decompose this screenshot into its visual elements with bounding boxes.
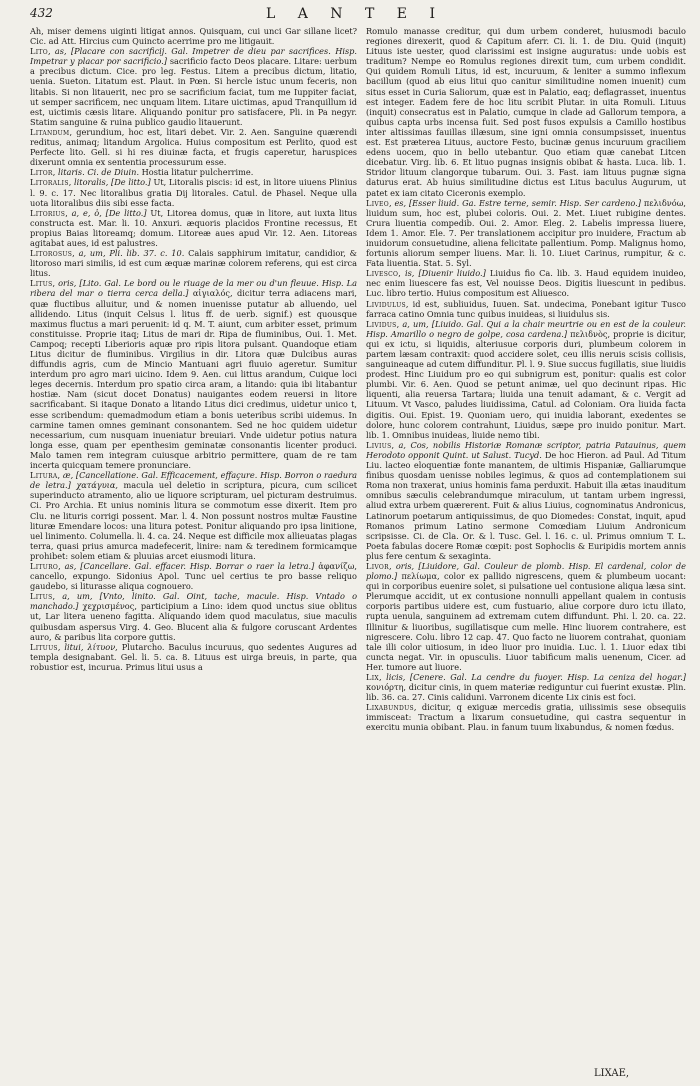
entry-gloss: litoralis, [De litto.] bbox=[74, 177, 151, 188]
entry-headword: Livius bbox=[366, 439, 392, 450]
entry-headword: Litorosus bbox=[30, 248, 73, 259]
entry-text: πελιδνὸς, proprie is dicitur, qui ex ictu, si liquidis, alteriusue corporis duri, plumbeum colorem in partem læsam contraxit: quod accidere solet, ceu illis neruis scisis collisis, sanguineaque ad cutem diffunditur. Pl. l. 9. Siue succus fugillatis, siue liuidis prodest. Hinc Liuidum pro eo qui subnigrum est, ponitur: qualis est color plumbi. Vir. 6. Aen. Quod se petunt animæ, uel quo decinunt ripas. Hic liquenti, alia reuersa Tartara; liuida una tenuit adamant, & c. Vergit ad Lituum. Vt Vasco, paludes liuidissima, Catul. ad Coloniam. Ora liuida facta digitis. Oui. Epist. 19. Quoniam uero, qui inuidia laborant, exedentes se dolore, hunc colorem contrahunt, Liuidus, sæpe pro inuido ponitur. Mart. lib. 1. Omnibus inuideas, liuide nemo tibi. bbox=[366, 328, 686, 440]
right-column bbox=[366, 26, 686, 1066]
entry-gloss: a, e, ὁ, [De litto.] bbox=[71, 207, 147, 218]
dictionary-entry: Litorosus, a, um, Pli. lib. 37. c. 10. Calais sapphirum imitatur, candidior, & litoroso mari similis, id est cum æquæ marinæ colorem referens, qui est circa litus. bbox=[30, 248, 357, 279]
entry-headword: Lixabundus bbox=[366, 702, 414, 713]
dictionary-entry: Livius, a, Cos, nobilis Historiæ Romanæ scriptor, patria Patauinus, quem Herodoto opponit Quint. ut Salust. Tucyd. De hoc Hieron. ad Paul. Ad Titum Liu. lacteo eloquentiæ fonte manantem, de ultimis Hispaniæ, Galliarumque finibus quosdam uenisse nobiles legimus, & quos ad contemplationem sui Roma non traxerat, unius hominis fama perduxit. Habuit illa ætas inauditum omnibus sæculis celebrandumque miraculum, ut tantam urbem ingressi, aliud extra urbem quærerent. Fuit & alius Liuius, cognominatus Andronicus, Latinorum poetarum antiquissimus, de quo Diomedes: Constat, inquit, apud Romanos primum Latino sermone Comœdiam Liuium Andronicum scripsisse. Ci. de Cla. Or. & l. Tusc. Gel. l. 16. c. ul. Primus omnium T. L. Poeta fabulas docere Romæ cœpit: post Sophoclis & Euripidis mortem annis plus fere centum & sexaginta. bbox=[366, 439, 686, 561]
entry-headword: Liveo bbox=[366, 197, 389, 208]
entry-gloss: litaris. Ci. de Diuin. bbox=[57, 167, 140, 178]
dictionary-entry: Lixabundus, dicitur, q exiguæ mercedis gratia, uilissimis sese obsequiis immisceat: Tractum a lixarum consuetudine, qui castra sequentur in exercitu munia obibant. Plau. in fanum tuum lixabundus, & nomen fœdus. bbox=[366, 702, 686, 733]
dictionary-entry: Lividulus, id est, subliuidus, Iuuen. Sat. undecima, Ponebant igitur Tusco farraca catino Omnia tunc quibus inuideas, si liuidulus sis. bbox=[366, 298, 686, 319]
dictionary-entry: Livor, oris, [Liuidore, Gal. Couleur de plomb. Hisp. El cardenal, color de plomo.] πελίωμα, color ex pallido nigrescens, quem & plumbeum uocant: qui in corporibus euenire solet, si pulsatione uel contusione aliqua læsa sint. Plerumque accidit, ut ex contusione nonnulli appellant qualem in contusis corporis partibus uidere est, cum fustuario, aliue corpore duro ictu illato, rupta uenula, sanguinem ad extremam cutem diffundunt. Phi. l. 20. ca. 22. Illinitur & liuoribus, sugillatisque cum melle. Hinc liuorem contrahere, est nigrescere. Colu. libro 12 cap. 47. Quo facto ne liuorem contrahat, quoniam tale illi color uitiosum, in ideo liuor pro inuidia. Luc. l. 1. Liuor edax tibi cuncta negat. Vir. in opusculis. Liuor tabificum malis uenenum, Cicer. ad Her. tumore aut liuore. bbox=[366, 560, 686, 672]
dictionary-entry: Litus, a, um, [Vnto, linito. Gal. Oint, tache, macule. Hisp. Vntado o manchado.] χεχρισμένος, participium a Lino: idem quod unctus siue oblitus ut, Lar litera ueneno fagitta. Aliquando idem quod maculatus, siue maculis quibusdam aspersus Virg. 4. Geo. Blucent alia & fulgore coruscant Ardentes auro, & paribus lita corpore guttis. bbox=[30, 591, 357, 642]
entry-headword: Litandum bbox=[30, 126, 70, 137]
dictionary-entry: Lix, licis, [Cenere. Gal. La cendre du fuoyer. Hisp. La ceniza del hogar.] κονιόρτη, dicitur cinis, in quem materiæ rediguntur cui fuerint exustæ. Plin. lib. 36. ca. 27. Cinis caliduni. Varronem dicente Lix cinis est foci. bbox=[366, 672, 686, 703]
entry-text: Calais sapphirum imitatur, candidior, & litoroso mari similis, id est cum æquæ marinæ colorem referens, qui est circa litus. bbox=[30, 248, 357, 279]
entry-gloss: as, [Cancellare. Gal. effacer. Hisp. Borrar o raer la letra.] bbox=[64, 560, 315, 571]
entry-headword: Lividulus bbox=[366, 298, 406, 309]
entry-gloss: oris, [Liuidore, Gal. Couleur de plomb. Hisp. El cardenal, color de plomo.] bbox=[366, 560, 686, 582]
entry-headword: Livor bbox=[366, 560, 389, 571]
dictionary-entry: Litandum, gerundium, hoc est, litari debet. Vir. 2. Aen. Sanguine quærendi reditus, animaq; litandum Argolica. Huius compositum est Perlito, quod est Perfecte lito. Gell. si hi res diuinæ facta, et frugis caperetur, haruspices dixerunt omnia ex sententia processurum esse. bbox=[30, 126, 357, 168]
entry-headword: Lividus bbox=[366, 318, 397, 329]
catchword: LIXAE, bbox=[594, 1068, 630, 1079]
dictionary-entry: Liveo, es, [Esser liuid. Ga. Estre terne, semir. Hisp. Ser cardeno.] πελιδνόω, liuidum sum, hoc est, plubei coloris. Oui. 2. Met. Liuet rubigine dentes. Crura liuentia compedib. Oui. 2. Amor. Eleg. 2. Labelis impressa liuere, Idem 1. Amor. Ele. 7. Per translationem accipitur pro inuidere, Fractum ab inuidorum consuetudine, aliena felicitate pallentium. Pomp. Malignus homo, fortunis aliorum semper liuens. Mar. li. 10. Liuet Carinus, rumpitur, & c. Fata liuentia. Stat. 5. Syl. bbox=[366, 197, 686, 269]
dictionary-entry: Livesco, is, [Diuenir liuido.] Liuidus fio Ca. lib. 3. Haud equidem inuideo, nec enim liuescere fas est, Vel nouisse Deos. Digitis liuescunt in pedibus. Luc. libro tertio. Huius compositum est Aliuesco. bbox=[366, 268, 686, 299]
entry-headword: Lituro bbox=[30, 560, 59, 571]
entry-gloss: æ, [Cancellatione. Gal. Efficacement, effaçure. Hisp. Borron o raedura de letra.] χατάγυια, bbox=[30, 470, 357, 491]
entry-text: sacrificio facto Deos placare. Litare: uerbum a precibus dictum. Cice. pro leg. Festus. Litem a precibus dictum, litatio, uenia. Sueton. Litatum est. Plaut. in Pœn. Si hercle istuc unum feceris, non litabis. Si non litauerit, nec pro se sacrificium faciat, tum me Iuppiter faciat, ut semper sacrificem, nec unquam litem. Litare uictimas, apud Tranquillum id est, uictimis cæsis litare. Aliquando ponitur pro satisfacere, Pli. in Pa negyr. Statim sanguine & ruina publico gaudio litauerunt. bbox=[30, 56, 357, 127]
dictionary-entry: Lituro, as, [Cancellare. Gal. effacer. Hisp. Borrar o raer la letra.] ἀφανίζω, cancello, expungo. Sidonius Apol. Tunc uel certius te pro basse reliquo gaudebo, si liturasse aliqua cognouero. bbox=[30, 560, 357, 592]
entry-gloss: a, um, [Vnto, linito. Gal. Oint, tache, macule. Hisp. Vntado o manchado.] bbox=[30, 591, 357, 612]
entry-text: Romulo manasse creditur, qui dum urbem conderet, huiusmodi baculo regiones direxerit, quod & Capitum aferr. Ci. li. 1. de Diu. Quid (inquit) Lituus iste uester, quod clarissimi est insigne auguratus: unde uobis est traditum? Nempe eo Romulus regiones direxit tum, cum urbem condidit. Qui quidem Romuli Litus, id est, incuruum, & leniter a summo inflexum bacillum (quod ab eius litui quo canitur similitudine nomen inuenit) cum situs esset in Curia Saliorum, quæ est in Palatio, eaq; deflagrasset, inuentus est integer. Eadem fere de hoc litu scribit Plutar. in uita Romuli. Lituus (inquit) consecratus est in Palatio, cumque in clade ad Gallorum tempora, a quibus capta urbs incensa fuit. Sed post fusos expulsis a Camillo hostibus inter altissimas fauillas illæsum, sine igni omnia consumpsisset, inuentus est. Est præterea Lituus, auctore Festo, bucinæ genus incuruum graciliem edens uocem, quo in bello utebantur. Quo etiam quæ canebat Litcen dicebatur. Virg. lib. 6. Et lituo pugnas insignis obibat & hasta. Luca. lib. 1. Stridor lituum clangorque tubarum. Oui. 3. Fast. iam lituus pugnæ signa daturus erat. Ab huius similitudine dictus est Litus baculus Augurum, ut patet ex iam citato Ciceronis exemplo. bbox=[366, 26, 686, 198]
entry-text: Hostia litatur pulcherrime. bbox=[141, 167, 254, 178]
dictionary-entry: Litorius, a, e, ὁ, [De litto.] Ut, Litorea domus, quæ in litore, aut iuxta litus constructa est. Mar. li. 10. Anxuri. æquoris placidos Frontine recessus, Et propius Baias litoreamq; domum. Litoreæ aues apud Vir. 12. Aen. Litoreas agitabat aues, id est palustres. bbox=[30, 207, 357, 248]
entry-text: id est, subliuidus, Iuuen. Sat. undecima, Ponebant igitur Tusco farraca catino Omnia tunc quibus inuideas, si liuidulus sis. bbox=[366, 298, 686, 319]
entry-gloss: as, [Placare con sacrificij. Gal. Impetrer de dieu par sacrifices. Hisp. Impetrar y placar por sacrificio.] bbox=[30, 46, 357, 67]
entry-text: Liuidus fio Ca. lib. 3. Haud equidem inuideo, nec enim liuescere fas est, Vel nouisse Deos. Digitis liuescunt in pedibus. Luc. libro tertio. Huius compositum est Aliuesco. bbox=[366, 268, 686, 299]
entry-text: De hoc Hieron. ad Paul. Ad Titum Liu. lacteo eloquentiæ fonte manantem, de ultimis Hispaniæ, Galliarumque finibus quosdam uenisse nobiles legimus, & quos ad contemplationem sui Roma non traxerat, unius hominis fama perduxit. Habuit illa ætas inauditum omnibus sæculis celebrandumque miraculum, ut tantam urbem ingressi, aliud extra urbem quærerent. Fuit & alius Liuius, cognominatus Andronicus, Latinorum poetarum antiquissimus, de quo Diomedes: Constat, inquit, apud Romanos primum Latino sermone Comœdiam Liuium Andronicum scripsisse. Ci. de Cla. Or. & l. Tusc. Gel. l. 16. c. ul. Primus omnium T. L. Poeta fabulas docere Romæ cœpit: post Sophoclis & Euripidis mortem annis plus fere centum & sexaginta. bbox=[366, 449, 686, 561]
entry-headword: Litus bbox=[30, 278, 53, 289]
entry-gloss: a, Cos, nobilis Historiæ Romanæ scriptor, patria Patauinus, quem Herodoto opponit Quint. ut Salust. Tucyd. bbox=[366, 439, 686, 460]
entry-text: πελιδνόω, liuidum sum, hoc est, plubei coloris. Oui. 2. Met. Liuet rubigine dentes. Crura liuentia compedib. Oui. 2. Amor. Eleg. 2. Labelis impressa liuere, Idem 1. Amor. Ele. 7. Per translationem accipitur pro inuidere, Fractum ab inuidorum consuetudine, aliena felicitate pallentium. Pomp. Malignus homo, fortunis aliorum semper liuens. Mar. li. 10. Liuet Carinus, rumpitur, & c. Fata liuentia. Stat. 5. Syl. bbox=[366, 197, 686, 269]
entry-text: χεχρισμένος, participium a Lino: idem quod unctus siue oblitus ut, Lar litera ueneno fagitta. Aliquando idem quod maculatus, siue maculis quibusdam aspersus Virg. 4. Geo. Blucent alia & fulgore coruscant Ardentes auro, & paribus lita corpore guttis. bbox=[30, 601, 357, 642]
entry-headword: Lix bbox=[366, 672, 379, 682]
entry-gloss: a, um, [Liuido. Gal. Qui a la chair meurtrie ou en est de la couleur. Hisp. Amarillo o negro de golpe, cosa cardena.] bbox=[366, 318, 686, 339]
entry-gloss: is, [Diuenir liuido.] bbox=[404, 268, 486, 279]
entry-gloss: oris, [Lito. Gal. Le bord ou le riuage de la mer ou d'un fleuue. Hisp. La ribera del mar o tierra cerca della.] bbox=[30, 278, 357, 299]
entry-gloss: a, um, Pli. lib. 37. c. 10. bbox=[78, 248, 185, 259]
entry-text: αἰγιαλός, dicitur terra adiacens mari, quæ fluctibus alluitur, und & nomen inuenisse putatur ab alluendo, uel allidendo. Litus (inquit Celsus l. litus ff. de uerb. signif.) est quousque maximus fluctus a mari peruenit: id q. M. T. aiunt, cum arbiter esset, primum constituisse. Proprie itaq; Litus de mari dr. Ripa de fluminibus, Oui. 1. Met. Campoq; recepti Liberioris aquæ pro ripis litora pulsant. Quandoque etiam Litus dicitur de fluminibus. Virgilius in dir. Litora quæ Dulcibus auras diffundis agris, cum de Mincio Mantuani agri fluuio ageretur. Sumitur interdum pro agro mari uicino. Idem 9. Aen. cui littus arandum, Cuique loci leges decernis. Interdum pro spatio circa aram, a litando: quia ibi litabantur hostiæ. Nam (sicut docet Donatus) nauigantes eodem reuersi in litore sacrificabant. Si itaque Donato a litando Litus dici credimus, uidetur unico t, esse scribendum: quemadmodum etiam a bonis ueteribus scribi uidemus. In carmine tamen omnes geminant consonantem. Sed ne hoc quidem uidetur necessarium, cum nusquam inueniatur breuiari. Vnde uidetur potius natura longa esse, quam per epenthesim geminatæ consonantis licenter produci. Malo tamen rem integram cuiusque arbitrio permittere, quam de re tam incerta quicquam temere pronunciare. bbox=[30, 288, 357, 471]
entry-headword: Litura bbox=[30, 470, 58, 481]
entry-gloss: licis, [Cenere. Gal. La cendre du fuoyer. Hisp. La ceniza del hogar.] bbox=[386, 672, 686, 682]
entry-gloss: litui, λίτυον, bbox=[64, 641, 118, 652]
page-header bbox=[30, 6, 680, 26]
left-column bbox=[30, 26, 357, 1066]
entry-headword: Lito bbox=[30, 46, 48, 57]
entry-headword: Livesco bbox=[366, 268, 399, 279]
entry-text: Plutarcho. Baculus incuruus, quo sedentes Augures ad templa designabant. Gel. li. 5. ca. 8. Lituus est uirga breuis, in parte, qua robustior est, incurua. Primus litui usus a bbox=[30, 641, 357, 672]
entry-headword: Litus bbox=[30, 591, 53, 602]
entry-headword: Lituus bbox=[30, 641, 58, 652]
entry-text: gerundium, hoc est, litari debet. Vir. 2. Aen. Sanguine quærendi reditus, animaq; litandum Argolica. Huius compositum est Perlito, quod est Perfecte lito. Gell. si hi res diuinæ facta, et frugis caperetur, haruspices dixerunt omnia ex sententia processurum esse. bbox=[30, 126, 357, 168]
dictionary-entry: Litor, litaris. Ci. de Diuin. Hostia litatur pulcherrime. bbox=[30, 167, 254, 178]
dictionary-entry: Litus, oris, [Lito. Gal. Le bord ou le riuage de la mer ou d'un fleuue. Hisp. La ribera del mar o tierra cerca della.] αἰγιαλός, dicitur terra adiacens mari, quæ fluctibus alluitur, und & nomen inuenisse putatur ab alluendo, uel allidendo. Litus (inquit Celsus l. litus ff. de uerb. signif.) est quousque maximus fluctus a mari peruenit: id q. M. T. aiunt, cum arbiter esset, primum constituisse. Proprie itaq; Litus de mari dr. Ripa de fluminibus, Oui. 1. Met. Campoq; recepti Liberioris aquæ pro ripis litora pulsant. Quandoque etiam Litus dicitur de fluminibus. Virgilius in dir. Litora quæ Dulcibus auras diffundis agris, cum de Mincio Mantuani agri fluuio ageretur. Sumitur interdum pro agro mari uicino. Idem 9. Aen. cui littus arandum, Cuique loci leges decernis. Interdum pro spatio circa aram, a litando: quia ibi litabantur hostiæ. Nam (sicut docet Donatus) nauigantes eodem reuersi in litore sacrificabant. Si itaque Donato a litando Litus dici credimus, uidetur unico t, esse scribendum: quemadmodum etiam a bonis ueteribus scribi uidemus. In carmine tamen omnes geminant consonantem. Sed ne hoc quidem uidetur necessarium, cum nusquam inueniatur breuiari. Vnde uidetur potius natura longa esse, quam per epenthesim geminatæ consonantis licenter produci. Malo tamen rem integram cuiusque arbitrio permittere, quam de re tam incerta quicquam temere pronunciare. bbox=[30, 278, 357, 471]
entry-headword: Litorius bbox=[30, 207, 66, 218]
dictionary-entry: Lituus, litui, λίτυον, Plutarcho. Baculus incuruus, quo sedentes Augures ad templa designabant. Gel. li. 5. ca. 8. Lituus est uirga breuis, in parte, qua robustior est, incurua. Primus litui usus a bbox=[30, 641, 357, 672]
page-number: 432 bbox=[30, 6, 53, 20]
entry-gloss: es, [Esser liuid. Ga. Estre terne, semir. Hisp. Ser cardeno.] bbox=[394, 197, 641, 208]
dictionary-entry: Lividus, a, um, [Liuido. Gal. Qui a la chair meurtrie ou en est de la couleur. Hisp. Amarillo o negro de golpe, cosa cardena.] πελιδνὸς, proprie is dicitur, qui ex ictu, si liquidis, alteriusue corporis duri, plumbeum colorem in partem læsam contraxit: quod accidere solet, ceu illis neruis scisis collisis, sanguineaque ad cutem diffunditur. Pl. l. 9. Siue succus fugillatis, siue liuidis prodest. Hinc Liuidum pro eo qui subnigrum est, ponitur: qualis est color plumbi. Vir. 6. Aen. Quod se petunt animæ, uel quo decinunt ripas. Hic liquenti, alia reuersa Tartara; liuida una tenuit adamant, & c. Vergit ad Lituum. Vt Vasco, paludes liuidissima, Catul. ad Coloniam. Ora liuida facta digitis. Oui. Epist. 19. Quoniam uero, qui inuidia laborant, exedentes se dolore, hunc colorem contrahunt, Liuidus, sæpe pro inuido ponitur. Mart. lib. 1. Omnibus inuideas, liuide nemo tibi. bbox=[366, 318, 686, 440]
dictionary-entry: Lito, as, [Placare con sacrificij. Gal. Impetrer de dieu par sacrifices. Hisp. Impetrar y placar por sacrificio.] sacrificio facto Deos placare. Litare: uerbum a precibus dictum. Cice. pro leg. Festus. Litem a precibus dictum, litatio, uenia. Sueton. Litatum est. Plaut. in Pœn. Si hercle istuc unum feceris, non litabis. Si non litauerit, nec pro se sacrificium faciat, tum me Iuppiter faciat, ut semper sacrificem, nec unquam litem. Litare uictimas, apud Tranquillum id est, uictimis cæsis litare. Aliquando ponitur pro satisfacere, Pli. in Pa negyr. Statim sanguine & ruina publico gaudio litauerunt. bbox=[30, 46, 357, 127]
entry-text: dicitur, q exiguæ mercedis gratia, uilissimis sese obsequiis immisceat: Tractum a lixarum consuetudine, qui castra sequentur in exercitu munia obibant. Plau. in fanum tuum lixabundus, & nomen fœdus. bbox=[366, 702, 686, 733]
dictionary-entry bbox=[30, 26, 357, 46]
entry-headword: Litor bbox=[30, 167, 53, 178]
entry-text: κονιόρτη, dicitur cinis, in quem materiæ rediguntur cui fuerint exustæ. Plin. lib. 36. ca. 27. Cinis caliduni. Varronem dicente Lix cinis est foci. bbox=[366, 682, 686, 703]
entry-text: macula uel deletio in scriptura, picura, cum scilicet superinducto atramento, alio ue liquore scripturam, uel picturam destruimus. Ci. Pro Archia. Et unius nominis litura se commotum esse dixerit. Item pro Clu. ne lituris corrigi possent. Mar. l. 4. Non possunt nostros multæ Faustine lituræ Emendare locos: una litura potest. Ponitur aliquando pro ipsa linitione, uel linimento. Columella. li. 4. ca. 24. Neque est difficile mox allieuatas plagas terra, quasi prius amurca madefecerit, linire: nam & teredinem formicamque prohibet: solem etiam & pluuias arcet eiusmodi litura. bbox=[30, 480, 357, 561]
entry-headword: Litoralis bbox=[30, 177, 69, 188]
entry-text: πελίωμα, color ex pallido nigrescens, quem & plumbeum uocant: qui in corporibus euenire solet, si pulsatione uel contusione aliqua læsa sint. Plerumque accidit, ut ex contusione nonnulli appellant qualem in contusis corporis partibus uidere est, cum fustuario, aliue corpore duro ictu illato, rupta uenula, sanguinem ad extremam cutem diffundunt. Phi. l. 20. ca. 22. Illinitur & liuoribus, sugillatisque cum melle. Hinc liuorem contrahere, est nigrescere. Colu. libro 12 cap. 47. Quo facto ne liuorem contrahat, quoniam tale illi color uitiosum, in ideo liuor pro inuidia. Luc. l. 1. Liuor edax tibi cuncta negat. Vir. in opusculis. Liuor tabificum malis uenenum, Cicer. ad Her. tumore aut liuore. bbox=[366, 571, 686, 672]
dictionary-entry bbox=[366, 26, 686, 198]
entry-text: Ut, Litorea domus, quæ in litore, aut iuxta litus constructa est. Mar. li. 10. Anxuri. æquoris placidos Frontine recessus, Et propius Baias litoreamq; domum. Litoreæ aues apud Vir. 12. Aen. Litoreas agitabat aues, id est palustres. bbox=[30, 207, 357, 248]
dictionary-entry: Litoralis, litoralis, [De litto.] Ut, Litoralis piscis: id est, in litore uiuens Plinius l. 9. c. 17. Nec litoralibus gratia Dij litorales. Catul. de Phasel. Neque ulla uota litoralibus diis sibi esse facta. bbox=[30, 177, 357, 208]
dictionary-entry: Litura, æ, [Cancellatione. Gal. Efficacement, effaçure. Hisp. Borron o raedura de letra.] χατάγυια, macula uel deletio in scriptura, picura, cum scilicet superinducto atramento, alio ue liquore scripturam, uel picturam destruimus. Ci. Pro Archia. Et unius nominis litura se commotum esse dixerit. Item pro Clu. ne lituris corrigi possent. Mar. l. 4. Non possunt nostros multæ Faustine lituræ Emendare locos: una litura potest. Ponitur aliquando pro ipsa linitione, uel linimento. Columella. li. 4. ca. 24. Neque est difficile mox allieuatas plagas terra, quasi prius amurca madefecerit, linire: nam & teredinem formicamque prohibet: solem etiam & pluuias arcet eiusmodi litura. bbox=[30, 470, 357, 561]
entry-text: ἀφανίζω, cancello, expungo. Sidonius Apol. Tunc uel certius te pro basse reliquo gaudebo, si liturasse aliqua cognouero. bbox=[30, 560, 357, 592]
entry-text: Ut, Litoralis piscis: id est, in litore uiuens Plinius l. 9. c. 17. Nec litoralibus gratia Dij litorales. Catul. de Phasel. Neque ulla uota litoralibus diis sibi esse facta. bbox=[30, 177, 357, 208]
entry-text: Ah, miser demens uiginti litigat annos. Quisquam, cui unci Gar sillane licet? Cic. ad Att. Hircius cum Quincto acerrime pro me litigauit. bbox=[30, 26, 357, 47]
running-head: L A N T E I bbox=[266, 6, 444, 22]
